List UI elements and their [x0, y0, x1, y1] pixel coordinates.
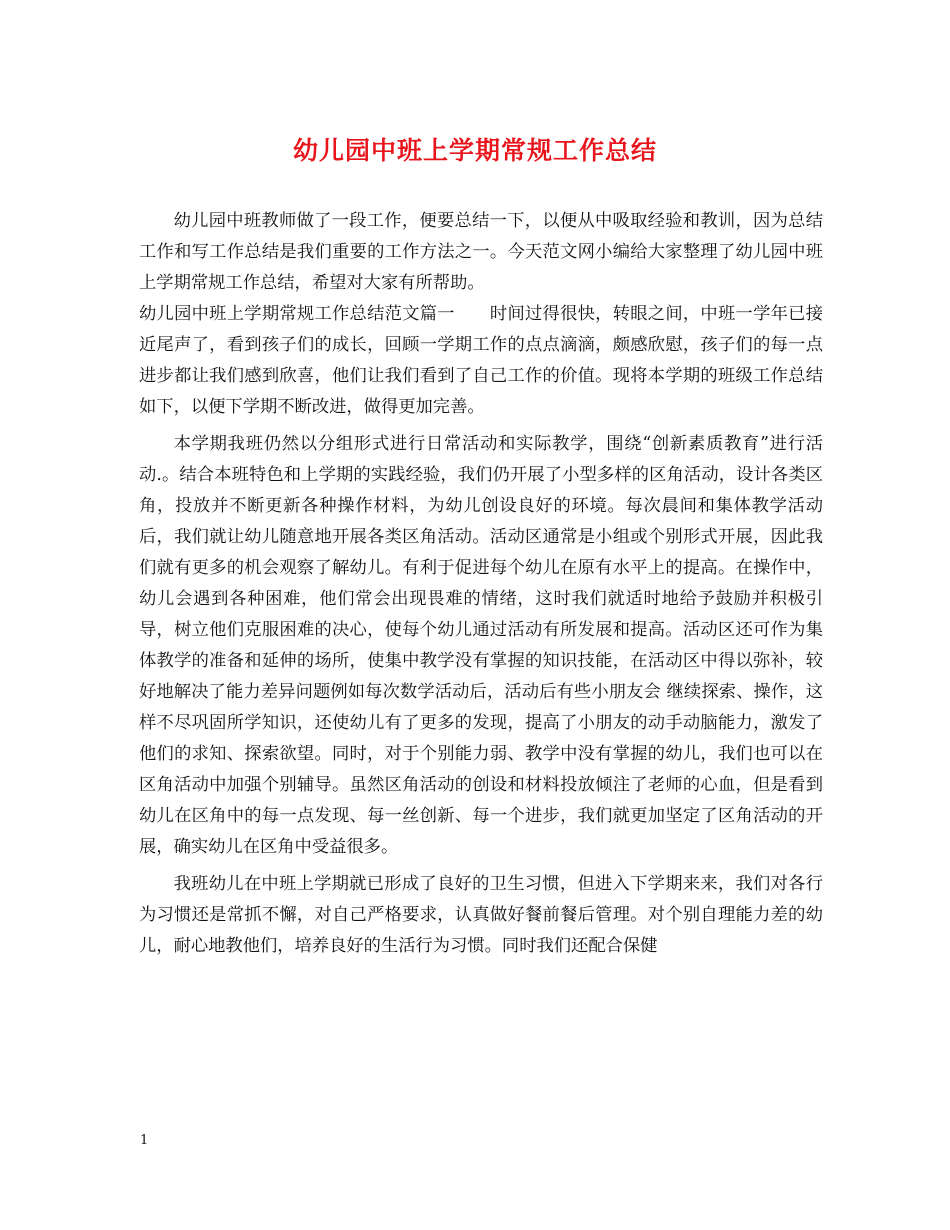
section-heading-paragraph: 幼儿园中班上学期常规工作总结范文篇一 时间过得很快，转眼之间，中班一学年已接近尾声了，看到孩子们的成长，回顾一学期工作的点点滴滴，颇感欣慰，孩子们的每一点进步都让我们感到欣喜，他们让我们看到了自己工作的价值。现将本学期的班级工作总结如下，以便下学期不断改进，做得更加完善。 [139, 304, 823, 417]
document-body [139, 206, 823, 962]
page-number: 1 [140, 1133, 149, 1148]
body-paragraph: 我班幼儿在中班上学期就已形成了良好的卫生习惯，但进入下学期来来，我们对各行为习惯还是常抓不懈，对自己严格要求，认真做好餐前餐后管理。对个别自理能力差的幼儿，耐心地教他们，培养良好的生活行为习惯。同时我们还配合保健 [139, 874, 823, 956]
intro-paragraph: 幼儿园中班教师做了一段工作，便要总结一下，以便从中吸取经验和教训，因为总结工作和写工作总结是我们重要的工作方法之一。今天范文网小编给大家整理了幼儿园中班上学期常规工作总结，希望对大家有所帮助。 [139, 211, 823, 293]
document-title: 幼儿园中班上学期常规工作总结 [292, 136, 657, 165]
body-paragraph: 本学期我班仍然以分组形式进行日常活动和实际教学，围绕“创新素质教育”进行活动.。结合本班特色和上学期的实践经验，我们仍开展了小型多样的区角活动，设计各类区角，投放并不断更新各种操作材料，为幼儿创设良好的环境。每次晨间和集体教学活动后，我们就让幼儿随意地开展各类区角活动。活动区通常是小组或个别形式开展，因此我们就有更多的机会观察了解幼儿。有利于促进每个幼儿在原有水平上的提高。在操作中，幼儿会遇到各种困难，他们常会出现畏难的情绪，这时我们就适时地给予鼓励并积极引导，树立他们克服困难的决心，使每个幼儿通过活动有所发展和提高。活动区还可作为集体教学的准备和延伸的场所，使集中教学没有掌握的知识技能，在活动区中得以弥补，较好地解决了能力差异问题例如每次数学活动后，活动后有些小朋友会 继续探索、操作，这样不尽巩固所学知识，还使幼儿有了更多的发现，提高了小朋友的动手动脑能力，激发了他们的求知、探索欲望。同时，对于个别能力弱、教学中没有掌握的幼儿，我们也可以在区角活动中加强个别辅导。虽然区角活动的创设和材料投放倾注了老师的心血，但是看到幼儿在区角中的每一点发现、每一丝创新、每一个进步，我们就更加坚定了区角活动的开展，确实幼儿在区角中受益很多。 [139, 434, 823, 857]
